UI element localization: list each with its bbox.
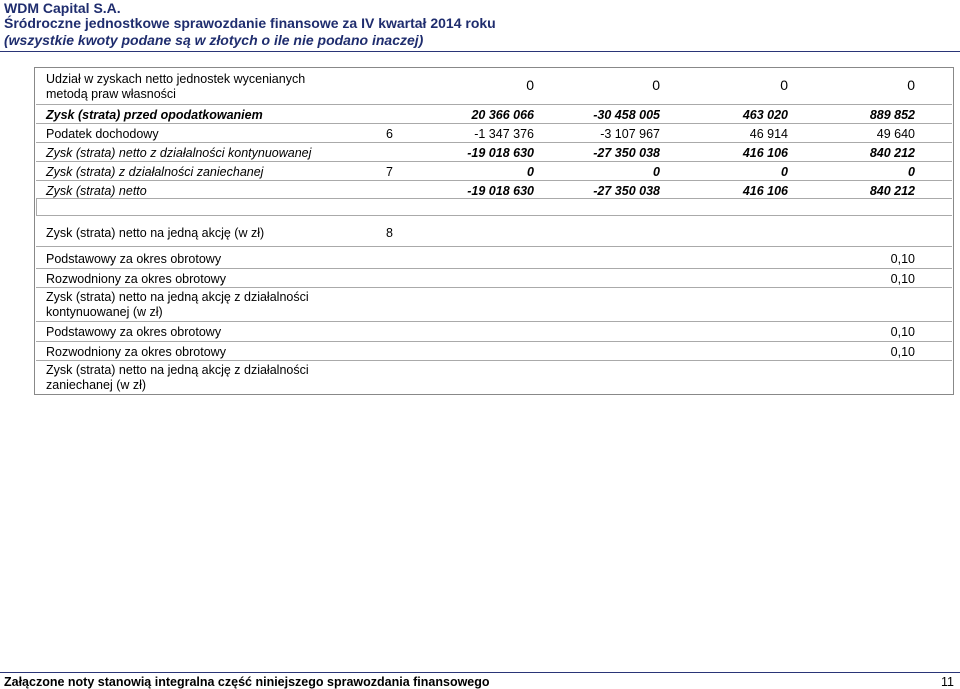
row-label: Zysk (strata) netto z działalności kontynuowanej — [46, 146, 312, 160]
report-subtitle: (wszystkie kwoty podane są w złotych o ile nie podano inaczej) — [4, 32, 424, 48]
row-label: Zysk (strata) netto na jedną akcję z działalności — [46, 363, 309, 377]
row-label: Podstawowy za okres obrotowy — [46, 325, 222, 339]
value-cell: -19 018 630 — [467, 184, 534, 198]
row-divider — [36, 161, 952, 162]
value-cell: -27 350 038 — [593, 146, 660, 160]
value-cell: 416 106 — [742, 184, 788, 198]
row-divider — [36, 180, 952, 181]
value-cell: 20 366 066 — [471, 108, 534, 122]
value-cell: -3 107 967 — [600, 127, 660, 141]
header-divider — [0, 51, 960, 52]
note-ref: 7 — [386, 165, 393, 179]
value-cell: 0,10 — [890, 345, 915, 359]
row-label: Rozwodniony za okres obrotowy — [46, 272, 226, 286]
value-cell: 840 212 — [869, 184, 915, 198]
row-divider — [36, 341, 952, 342]
value-cell: 0,10 — [890, 252, 915, 266]
value-cell: -27 350 038 — [593, 184, 660, 198]
row-label: zaniechanej (w zł) — [46, 378, 147, 392]
value-cell: 0,10 — [890, 325, 915, 339]
row-divider — [36, 268, 952, 269]
row-label: Udział w zyskach netto jednostek wycenianych — [46, 72, 306, 86]
row-label: Podatek dochodowy — [46, 127, 159, 141]
value-cell: 0 — [527, 165, 534, 179]
value-cell: 0 — [908, 165, 915, 179]
value-cell: 46 914 — [749, 127, 788, 141]
row-label: Rozwodniony za okres obrotowy — [46, 345, 226, 359]
value-cell: 49 640 — [876, 127, 915, 141]
value-cell: 889 852 — [869, 108, 915, 122]
row-label: Zysk (strata) netto — [46, 184, 147, 198]
row-divider — [36, 287, 952, 288]
row-divider — [36, 321, 952, 322]
row-label: Podstawowy za okres obrotowy — [46, 252, 222, 266]
value-cell: 0 — [781, 165, 788, 179]
row-divider — [36, 360, 952, 361]
value-cell: 0 — [907, 77, 915, 93]
page-number: 11 — [941, 675, 954, 689]
value-cell: 463 020 — [742, 108, 788, 122]
row-label: metodą praw własności — [46, 87, 176, 101]
value-cell: 0 — [652, 77, 660, 93]
note-ref: 8 — [386, 226, 393, 240]
row-divider — [36, 246, 952, 247]
value-cell: -19 018 630 — [467, 146, 534, 160]
value-cell: -30 458 005 — [593, 108, 660, 122]
row-label: kontynuowanej (w zł) — [46, 305, 163, 319]
footer-note: Załączone noty stanowią integralna część niniejszego sprawozdania finansowego — [4, 675, 490, 689]
row-divider — [36, 104, 952, 105]
row-divider — [36, 123, 952, 124]
value-cell: 0 — [526, 77, 534, 93]
value-cell: 0 — [780, 77, 788, 93]
company-name: WDM Capital S.A. — [4, 0, 121, 16]
value-cell: 840 212 — [869, 146, 915, 160]
note-ref: 6 — [386, 127, 393, 141]
row-label: Zysk (strata) przed opodatkowaniem — [46, 108, 263, 122]
footer-divider — [0, 672, 960, 673]
report-title: Śródroczne jednostkowe sprawozdanie finansowe za IV kwartał 2014 roku — [4, 15, 496, 31]
eps-heading: Zysk (strata) netto na jedną akcję (w zł) — [46, 226, 265, 240]
row-divider — [36, 142, 952, 143]
empty-row — [36, 198, 952, 216]
row-label: Zysk (strata) z działalności zaniechanej — [46, 165, 264, 179]
value-cell: 0 — [653, 165, 660, 179]
value-cell: -1 347 376 — [474, 127, 534, 141]
value-cell: 416 106 — [742, 146, 788, 160]
value-cell: 0,10 — [890, 272, 915, 286]
row-label: Zysk (strata) netto na jedną akcję z działalności — [46, 290, 309, 304]
